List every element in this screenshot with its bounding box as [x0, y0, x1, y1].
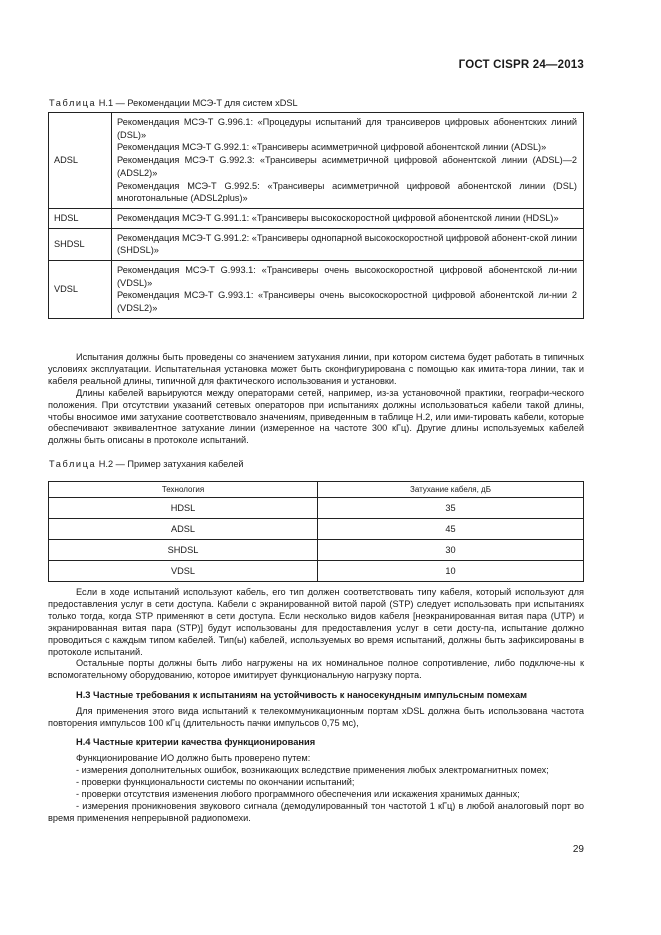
list-item: - проверки функциональности системы по окончании испытаний;: [76, 776, 355, 787]
column-header-technology: Технология: [49, 482, 318, 498]
paragraph: Если в ходе испытаний используют кабель, его тип должен соответствовать типу кабеля, который используют для предоставления услуг в сети доступа. Кабели с экранированной витой парой (STP) следует использовать при испытаниях только тогда, когда STP применяют в сети доступа. Если несколько видов кабеля [неэкранированная витая пара (UTP) и экранированная витая пара (STP)] будут использованы для предоставления услуг в сети досту-па, испытание должно проводиться с каждым типом кабелей. Тип(ы) кабелей, используемых во время испытаний, должны быть зафиксированы в протоколе испытаний.: [48, 587, 584, 657]
table2-caption: [49, 459, 244, 469]
table-row: [49, 261, 584, 319]
body-text-block-3: [48, 706, 584, 730]
value-cell: 35: [318, 498, 584, 519]
tech-cell: VDSL: [49, 561, 318, 582]
table2-caption-word: Таблица: [49, 459, 97, 469]
tech-cell: ADSL: [49, 113, 112, 209]
recommendation-text: Рекомендация МСЭ-Т G.991.2: «Трансиверы однопарной высокоскоростной цифровой абонент-ской линии (SHDSL)»: [117, 232, 577, 256]
recommendation-text: Рекомендация МСЭ-Т G.992.3: «Трансиверы асимметричной цифровой абонентской линии (ADSL)—2 (ADSL2)»: [117, 155, 577, 178]
table-row: [49, 519, 584, 540]
table1-caption-text: Н.1 — Рекомендации МСЭ-Т для систем xDSL: [96, 98, 298, 108]
cable-attenuation-table: [48, 481, 584, 582]
column-header-attenuation: Затухание кабеля, дБ: [318, 482, 584, 498]
page-number: 29: [572, 844, 584, 855]
table-row: [49, 561, 584, 582]
recommendations-cell: [112, 113, 584, 209]
paragraph: Функционирование ИО должно быть проверено путем:: [76, 753, 311, 763]
table-row: [49, 540, 584, 561]
table2-caption-text: Н.2 — Пример затухания кабелей: [96, 459, 244, 469]
tech-cell: HDSL: [49, 498, 318, 519]
body-text-block-4: [48, 753, 584, 824]
body-text-block-1: [48, 352, 584, 447]
recommendations-cell: [112, 261, 584, 319]
list-item: - измерения дополнительных ошибок, возникающих вследствие применения любых электромагнитных помех;: [76, 764, 549, 775]
recommendation-text: Рекомендация МСЭ-Т G.992.1: «Трансиверы асимметричной цифровой абонентской линии (ADSL)»: [117, 142, 547, 153]
section-heading-h3: Н.3 Частные требования к испытаниям на устойчивость к наносекундным импульсным помехам: [76, 690, 528, 700]
list-item: - проверки отсутствия изменения любого программного обеспечения или искажения хранимых данных;: [76, 788, 520, 799]
tech-cell: SHDSL: [49, 540, 318, 561]
tech-cell: VDSL: [49, 261, 112, 319]
body-text-block-2: [48, 587, 584, 682]
xdsl-recommendations-table: [48, 112, 584, 319]
recommendation-text: Рекомендация МСЭ-Т G.996.1: «Процедуры испытаний для трансиверов цифровых абонентских линий (DSL)»: [117, 117, 577, 140]
paragraph: Для применения этого вида испытаний к телекоммуникационным портам xDSL должна быть использована частота повторения импульсов 100 кГц (длительность пачки импульсов 0,75 мс),: [48, 706, 584, 728]
recommendation-text: Рекомендация МСЭ-Т G.993.1: «Трансиверы очень высокоскоростной цифровой абонентской ли-нии 2 (VDSL2)»: [117, 290, 577, 314]
paragraph: Испытания должны быть проведены со значением затухания линии, при котором система будет работать в типичных условиях эксплуатации. Испытательная установка может быть сконфигурирована с помощью как имита-тора линии, так и кабеля реальной длины, типичной для фактического использования и установки.: [48, 352, 584, 386]
value-cell: 30: [318, 540, 584, 561]
document-header: ГОСТ CISPR 24—2013: [458, 59, 584, 71]
list-item: - измерения проникновения звукового сигнала (демодулированный тон частотой 1 кГц) в любой аналоговый порт во время применения непрерывной радиопомехи.: [48, 800, 584, 823]
recommendation-text: Рекомендация МСЭ-Т G.991.1: «Трансиверы высокоскоростной цифровой абонентской линии (HDSL)»: [117, 212, 559, 223]
section-heading-h4: Н.4 Частные критерии качества функционирования: [76, 737, 316, 747]
recommendation-text: Рекомендация МСЭ-Т G.993.1: «Трансиверы очень высокоскоростной цифровой абонентской ли-нии (VDSL)»: [117, 265, 577, 288]
recommendations-cell: [112, 228, 584, 260]
paragraph: Остальные порты должны быть либо нагружены на их номинальное полное сопротивление, либо подключе-ны к вспомогательному оборудованию, которое имитирует функциональную нагрузку порта.: [48, 658, 584, 681]
recommendation-text: Рекомендация МСЭ-Т G.992.5: «Трансиверы асимметричной цифровой абонентской линии (DSL) многотональные (ADSL2plus)»: [117, 180, 577, 204]
table-row: [49, 113, 584, 209]
table-row: [49, 228, 584, 260]
table-row: [49, 498, 584, 519]
tech-cell: SHDSL: [49, 228, 112, 260]
tech-cell: HDSL: [49, 208, 112, 228]
table1-caption-word: Таблица: [49, 98, 97, 108]
value-cell: 45: [318, 519, 584, 540]
recommendations-cell: [112, 208, 584, 228]
tech-cell: ADSL: [49, 519, 318, 540]
value-cell: 10: [318, 561, 584, 582]
table-header-row: [49, 482, 584, 498]
table-row: [49, 208, 584, 228]
table1-caption: [49, 98, 298, 108]
paragraph: Длины кабелей варьируются между операторами сетей, например, из-за установочной практики, географи-ческого положения. При отсутствии указаний сетевых операторов при испытаниях должны использоваться кабели такой длины, чтобы вносимое ими затухание соответствовало значениям, приведенным в таблице Н.2, или ими-тировать кабели, которые обеспечивают эквивалентное затухание линии (измеренное на частоте 300 кГц). Другие длины используемых кабелей должны быть описаны в протоколе испытаний.: [48, 387, 584, 446]
